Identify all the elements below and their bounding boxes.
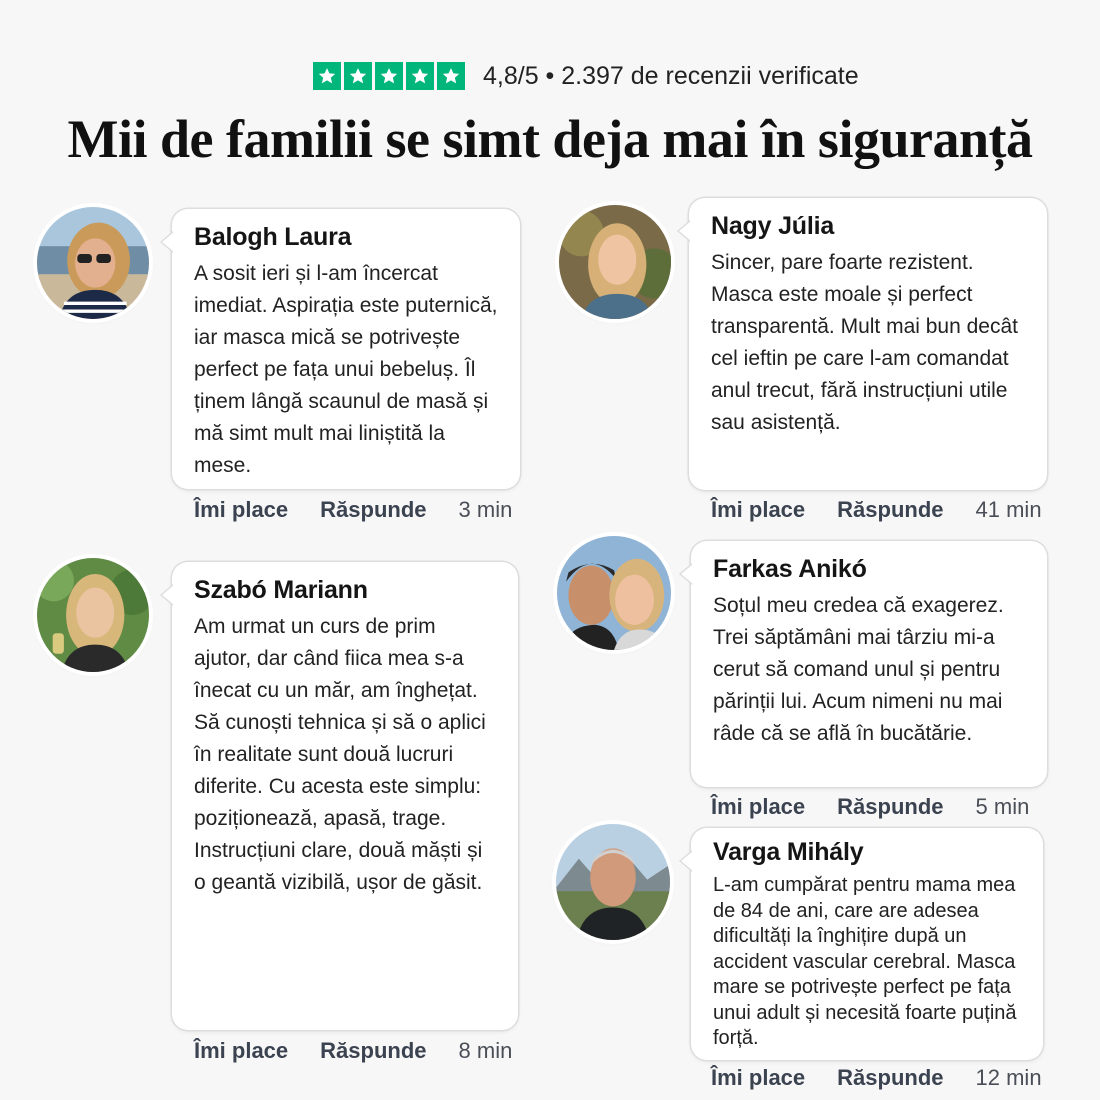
- like-button[interactable]: Îmi place: [194, 497, 289, 522]
- review-actions: [194, 497, 512, 523]
- reviewer-name: Varga Mihály: [713, 838, 864, 866]
- review-card: [691, 828, 1043, 1060]
- star-icon: [375, 62, 403, 90]
- reply-button[interactable]: Răspunde: [837, 794, 944, 819]
- avatar: [37, 207, 149, 319]
- reviewer-name: Nagy Júlia: [711, 212, 835, 240]
- like-button[interactable]: Îmi place: [711, 1065, 806, 1090]
- review-actions: [711, 1065, 1042, 1091]
- rating-summary: 4,8/5 • 2.397 de recenzii verificate: [483, 61, 859, 90]
- timestamp: 3 min: [458, 497, 513, 522]
- like-button[interactable]: Îmi place: [711, 497, 806, 522]
- review-text: Soțul meu credea că exagerez. Trei săptămâni mai târziu mi-a cerut să comand unul și pentru părinții lui. Acum nimeni nu mai râde că se află în bucătărie.: [713, 594, 1004, 745]
- reply-button[interactable]: Răspunde: [837, 1065, 944, 1090]
- review-text: Am urmat un curs de prim ajutor, dar când fiica mea s-a înecat cu un măr, am înghețat. Să cunoști tehnica și să o aplici în realitate sunt două lucruri diferite. Cu acesta este simplu: poziționează, apasă, trage. Instrucțiuni clare, două măști și o geantă vizibilă, ușor de găsit.: [194, 615, 486, 894]
- timestamp: 41 min: [975, 497, 1042, 522]
- like-button[interactable]: Îmi place: [194, 1038, 289, 1063]
- review-text: A sosit ieri și l-am încercat imediat. Aspirația este puternică, iar masca mică se potrivește perfect pe fața unui bebeluș. Îl ținem lângă scaunul de masă și mă simt mult mai liniștită la mese.: [194, 262, 498, 477]
- avatar: [37, 558, 149, 672]
- review-actions: [711, 794, 1029, 820]
- review-card: [691, 541, 1047, 787]
- reply-button[interactable]: Răspunde: [320, 497, 427, 522]
- review-card: [689, 198, 1047, 490]
- avatar: [556, 824, 670, 940]
- star-icon: [437, 62, 465, 90]
- reviewer-name: Balogh Laura: [194, 223, 352, 251]
- avatar: [557, 536, 671, 650]
- star-icon: [406, 62, 434, 90]
- reply-button[interactable]: Răspunde: [320, 1038, 427, 1063]
- rating-row: [313, 60, 859, 92]
- star-rating: [313, 62, 465, 90]
- review-text: L-am cumpărat pentru mama mea de 84 de ani, care are adesea dificultăți la înghițire după un accident vascular cerebral. Masca mare se potrivește perfect pe fața unui adult și necesită foarte puțină forță.: [713, 874, 1017, 1049]
- review-actions: [194, 1038, 512, 1064]
- review-text: Sincer, pare foarte rezistent. Masca este moale și perfect transparentă. Mult mai bun decât cel ieftin pe care l-am comandat anul trecut, fără instrucțiuni utile sau asistență.: [711, 251, 1019, 434]
- timestamp: 8 min: [458, 1038, 513, 1063]
- reply-button[interactable]: Răspunde: [837, 497, 944, 522]
- review-card: [172, 209, 520, 489]
- review-actions: [711, 497, 1042, 523]
- timestamp: 5 min: [975, 794, 1030, 819]
- avatar: [559, 205, 671, 319]
- like-button[interactable]: Îmi place: [711, 794, 806, 819]
- star-icon: [313, 62, 341, 90]
- timestamp: 12 min: [975, 1065, 1042, 1090]
- reviewer-name: Farkas Anikó: [713, 555, 867, 583]
- star-icon: [344, 62, 372, 90]
- page-title: Mii de familii se simt deja mai în siguranță: [67, 109, 1033, 169]
- reviewer-name: Szabó Mariann: [194, 576, 368, 604]
- review-card: [172, 562, 518, 1030]
